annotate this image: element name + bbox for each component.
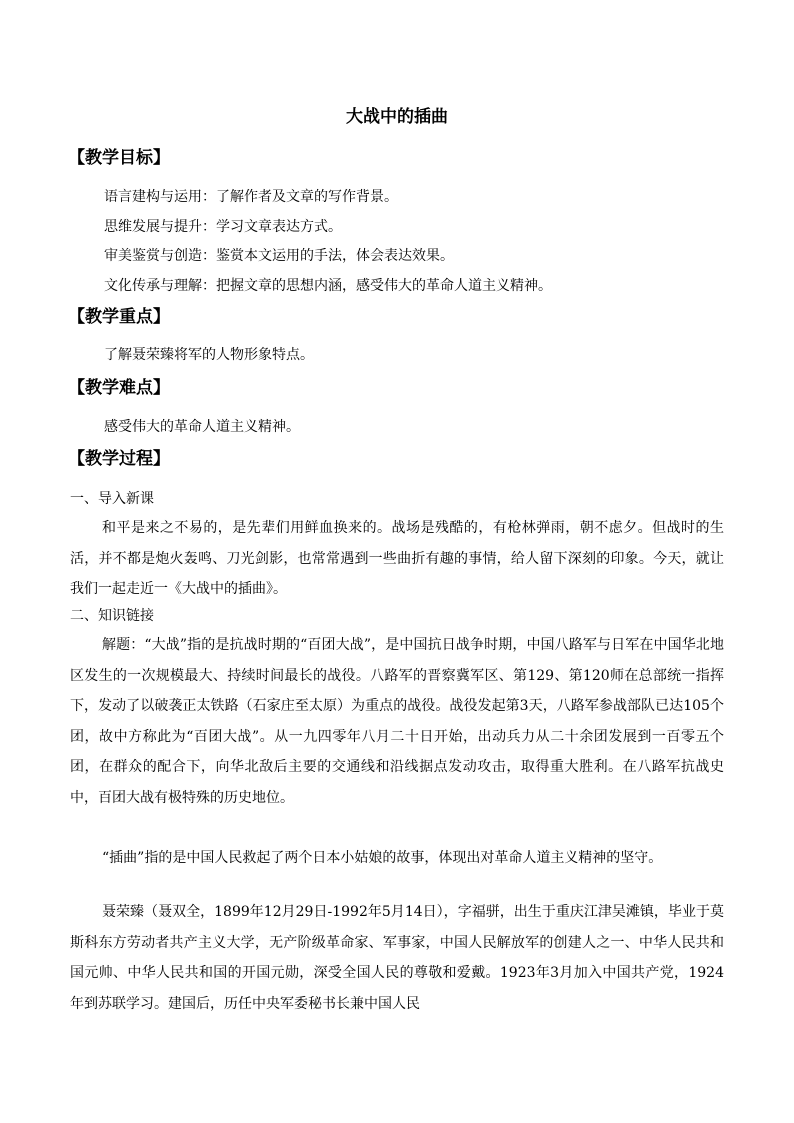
key-points-text: 了解聂荣臻将军的人物形象特点。: [104, 347, 314, 363]
key-points-heading: 【教学重点】: [68, 307, 170, 327]
difficulties-text: 感受伟大的革命人道主义精神。: [104, 419, 300, 435]
objective-item: 思维发展与提升：学习文章表达方式。: [104, 219, 342, 235]
objective-item: 审美鉴赏与创造：鉴赏本文运用的手法，体会表达效果。: [104, 248, 454, 264]
objective-item: 文化传承与理解：把握文章的思想内涵，感受伟大的革命人道主义精神。: [104, 278, 552, 294]
intro-paragraph: 和平是来之不易的，是先辈们用鲜血换来的。战场是残酷的，有枪林弹雨，朝不虑夕。但战时的生活，并不都是炮火轰鸣、刀光剑影，也常常遇到一些曲折有趣的事情，给人留下深刻的印象。今天，就让我们一起走近一《大战中的插曲》。: [70, 520, 724, 598]
background-paragraph: 解题：“大战”指的是抗战时期的“百团大战”，是中国抗日战争时期，中国八路军与日军在中国华北地区发生的一次规模最大、持续时间最长的战役。八路军的晋察冀军区、第129、第120师在总部统一指挥下，发动了以破袭正太铁路（石家庄至太原）为重点的战役。战役发起第3天，八路军参战部队已达105个团，故中方称此为“百团大战”。从一九四零年八月二十日开始，出动兵力从二十余团发展到一百零五个团，在群众的配合下，向华北敌后主要的交通线和沿线据点发动攻击，取得重大胜利。在八路军抗战史中，百团大战有极特殊的历史地位。: [70, 637, 724, 806]
section-title: 二、知识链接: [70, 608, 154, 624]
objectives-heading: 【教学目标】: [68, 148, 170, 168]
objective-item: 语言建构与运用：了解作者及文章的写作背景。: [104, 189, 398, 205]
process-heading: 【教学过程】: [68, 449, 170, 469]
document-title: 大战中的插曲: [346, 107, 448, 127]
section-title: 一、导入新课: [70, 491, 154, 507]
episode-paragraph: “插曲”指的是中国人民救起了两个日本小姑娘的故事，体现出对革命人道主义精神的坚守。: [102, 850, 663, 866]
biography-paragraph: 聂荣臻（聂双全，1899年12月29日-1992年5月14日），字福骈，出生于重庆江津吴滩镇，毕业于莫斯科东方劳动者共产主义大学，无产阶级革命家、军事家，中国人民解放军的创建人之一、中华人民共和国元帅、中华人民共和国的开国元勋，深受全国人民的尊敬和爱戴。1923年3月加入中国共产党，1924年到苏联学习。建国后，历任中央军委秘书长兼中国人民: [70, 904, 724, 1012]
difficulties-heading: 【教学难点】: [68, 378, 170, 398]
